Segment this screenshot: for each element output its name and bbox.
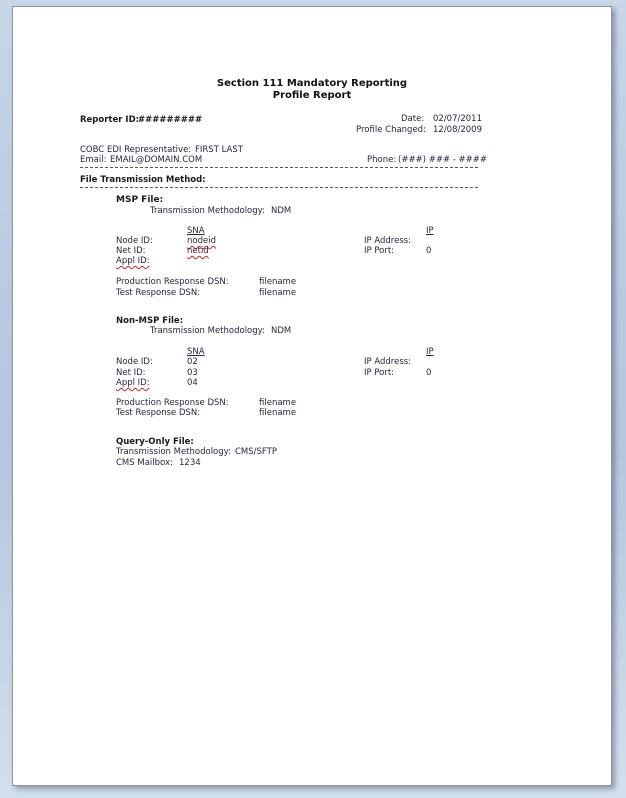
non-msp-ip-port-value: 0: [426, 368, 432, 378]
non-msp-prod-dsn-label: Production Response DSN:: [116, 398, 229, 408]
non-msp-ip-address-label: IP Address:: [364, 357, 412, 367]
separator-top: [80, 167, 478, 168]
non-msp-sna-header: SNA: [187, 347, 205, 357]
non-msp-appl-id-value: 04: [187, 378, 198, 388]
msp-heading: MSP File:: [116, 195, 164, 205]
query-only-methodology-label: Transmission Methodology:: [116, 447, 231, 457]
date-value: 02/07/2011: [433, 114, 482, 124]
file-transmission-label: File Transmission Method:: [80, 175, 206, 185]
profile-changed-value: 12/08/2009: [433, 125, 482, 135]
msp-ip-header: IP: [426, 226, 434, 236]
non-msp-methodology-label: Transmission Methodology:: [150, 326, 265, 336]
non-msp-test-dsn-value: filename: [259, 408, 297, 418]
msp-sna-header: SNA: [187, 226, 205, 236]
non-msp-net-id-value: 03: [187, 368, 198, 378]
msp-methodology-label: Transmission Methodology:: [150, 206, 265, 216]
reporter-id-label: Reporter ID:: [80, 115, 140, 125]
report-title: Section 111 Mandatory Reporting: [216, 78, 408, 89]
msp-prod-dsn-value: filename: [259, 277, 297, 287]
non-msp-appl-id-label: Appl ID:: [116, 378, 150, 388]
non-msp-test-dsn-label: Test Response DSN:: [116, 408, 201, 418]
non-msp-ip-port-label: IP Port:: [364, 368, 395, 378]
report-subtitle: Profile Report: [272, 90, 352, 101]
msp-test-dsn-label: Test Response DSN:: [116, 288, 201, 298]
non-msp-heading: Non-MSP File:: [116, 316, 184, 326]
non-msp-methodology-value: NDM: [271, 326, 292, 336]
date-label: Date:: [401, 114, 425, 124]
msp-net-id-value: netid: [187, 246, 209, 256]
report-page: [12, 6, 612, 786]
edi-rep-label: COBC EDI Representative:: [80, 145, 192, 155]
query-only-heading: Query-Only File:: [116, 437, 194, 447]
separator-bottom: [80, 187, 478, 188]
profile-changed-label: Profile Changed:: [356, 125, 426, 135]
msp-methodology-value: NDM: [271, 206, 292, 216]
msp-test-dsn-value: filename: [259, 288, 297, 298]
msp-ip-port-value: 0: [426, 246, 432, 256]
non-msp-node-id-label: Node ID:: [116, 357, 153, 367]
msp-net-id-label: Net ID:: [116, 246, 146, 256]
msp-ip-port-label: IP Port:: [364, 246, 395, 256]
msp-node-id-value: nodeid: [187, 236, 216, 246]
msp-appl-id-label: Appl ID:: [116, 256, 150, 266]
edi-rep-value: FIRST LAST: [195, 145, 243, 155]
query-only-methodology-value: CMS/SFTP: [235, 447, 277, 457]
non-msp-ip-header: IP: [426, 347, 434, 357]
non-msp-node-id-value: 02: [187, 357, 198, 367]
msp-ip-address-label: IP Address:: [364, 236, 412, 246]
reporter-id-value: #########: [138, 115, 203, 125]
non-msp-net-id-label: Net ID:: [116, 368, 146, 378]
phone-label: Phone:: [367, 155, 397, 165]
email-label: Email:: [80, 155, 107, 165]
query-only-mailbox-value: 1234: [179, 458, 201, 468]
msp-prod-dsn-label: Production Response DSN:: [116, 277, 229, 287]
query-only-mailbox-label: CMS Mailbox:: [116, 458, 173, 468]
phone-value: (###) ### - ####: [398, 155, 488, 165]
non-msp-prod-dsn-value: filename: [259, 398, 297, 408]
msp-node-id-label: Node ID:: [116, 236, 153, 246]
email-value: EMAIL@DOMAIN.COM: [110, 155, 203, 165]
